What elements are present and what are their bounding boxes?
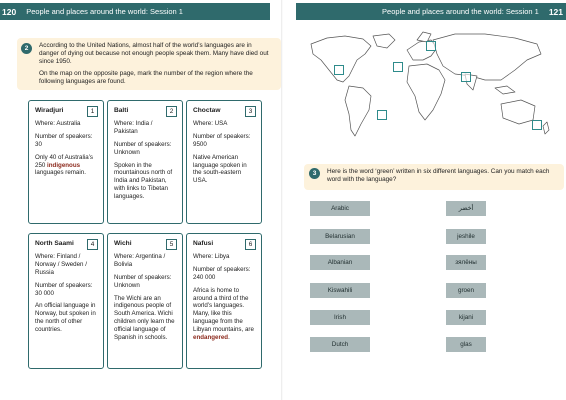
- word-option[interactable]: зялёны: [446, 255, 486, 270]
- question-3-box: [304, 164, 564, 190]
- right-header-bar: [296, 3, 566, 20]
- card-language-name: Choctaw: [193, 107, 221, 114]
- map-region-box[interactable]: [377, 110, 387, 120]
- card-number-box: 5: [166, 239, 177, 250]
- card-language-name: Wiradjuri: [35, 107, 64, 114]
- card-language-name: Balti: [114, 107, 129, 114]
- question-2-paragraph: On the map on the opposite page, mark the number of the region where the following languages are found.: [39, 69, 253, 85]
- language-card-wiradjuri: [28, 100, 104, 224]
- question-3-number: 3: [309, 168, 320, 179]
- card-language-name: Wichi: [114, 240, 132, 247]
- card-note: The Wichi are an indigenous people of South America. Wichi children only learn the official language of Spanish in schools.: [114, 294, 175, 342]
- card-note: [35, 154, 98, 178]
- language-option-belarusian[interactable]: Belarusian: [310, 229, 370, 244]
- card-note: An official language in Norway, but spoken in the north of other countries.: [35, 302, 96, 334]
- card-number-box: 6: [245, 239, 256, 250]
- card-number-box: 1: [87, 106, 98, 117]
- card-where: Where: Libya: [193, 252, 230, 260]
- card-note-highlight: indigenous: [47, 161, 81, 169]
- question-2-number: 2: [21, 43, 32, 54]
- card-where: Where: Australia: [35, 119, 81, 127]
- language-option-albanian[interactable]: Albanian: [310, 255, 370, 270]
- card-speakers: Number of speakers: 30 000: [35, 281, 93, 297]
- word-option[interactable]: groen: [446, 283, 486, 298]
- card-note-text: .: [228, 334, 230, 342]
- card-where: Where: Argentina / Bolivia: [114, 252, 166, 268]
- language-card-north-saami: [28, 233, 104, 369]
- question-2-box: [17, 38, 281, 90]
- language-card-nafusi: [186, 233, 262, 369]
- map-region-box[interactable]: [426, 41, 436, 51]
- question-2-text: [39, 42, 271, 89]
- card-note-highlight: endangered: [193, 334, 229, 342]
- word-option[interactable]: أخضر: [446, 201, 486, 216]
- card-speakers: Number of speakers: Unknown: [114, 273, 172, 289]
- card-note-text: languages remain.: [35, 169, 86, 177]
- card-where: Where: USA: [193, 119, 228, 127]
- card-speakers: Number of speakers: Unknown: [114, 140, 172, 156]
- page-number-right: 121: [548, 6, 563, 17]
- card-note: Native American language spoken in the south-eastern USA.: [193, 153, 247, 185]
- card-where: Where: India / Pakistan: [114, 119, 153, 135]
- map-region-box[interactable]: [393, 62, 403, 72]
- question-3-text: Here is the word ‘green’ written in six different languages. Can you match each word with the language?: [327, 168, 550, 184]
- card-note: Spoken in the mountainous north of India and Pakistan, with links to Tibetan languages.: [114, 161, 173, 201]
- card-speakers: Number of speakers: 240 000: [193, 265, 251, 281]
- language-option-dutch[interactable]: Dutch: [310, 337, 370, 352]
- card-number-box: 2: [166, 106, 177, 117]
- card-note-text: Africa is home to around a third of the world’s languages. Many, like this language from the Libyan mountains, are: [193, 286, 254, 334]
- card-number-box: 4: [87, 239, 98, 250]
- card-speakers: Number of speakers: 9500: [193, 132, 251, 148]
- language-card-choctaw: [186, 100, 262, 224]
- language-option-irish[interactable]: Irish: [310, 310, 370, 325]
- header-title-left: People and places around the world: Session 1: [26, 7, 183, 16]
- word-option[interactable]: jeshile: [446, 229, 486, 244]
- card-note-text: Only 40 of Australia’s 250: [35, 153, 94, 169]
- card-note: [193, 287, 256, 342]
- word-option[interactable]: glas: [446, 337, 486, 352]
- card-where: Where: Finland / Norway / Sweden / Russia: [35, 252, 87, 276]
- card-number-box: 3: [245, 106, 256, 117]
- map-region-box[interactable]: [461, 72, 471, 82]
- card-language-name: Nafusi: [193, 240, 214, 247]
- language-option-arabic[interactable]: Arabic: [310, 201, 370, 216]
- header-title-right: People and places around the world: Session 1: [382, 7, 539, 16]
- page-number-left: 120: [2, 6, 17, 17]
- map-region-box[interactable]: [532, 120, 542, 130]
- world-map: [305, 30, 565, 155]
- card-language-name: North Saami: [35, 240, 74, 247]
- language-card-wichi: [107, 233, 183, 369]
- card-speakers: Number of speakers: 30: [35, 132, 93, 148]
- left-header-bar: [0, 3, 270, 20]
- map-region-box[interactable]: [334, 65, 344, 75]
- question-2-paragraph: According to the United Nations, almost half of the world’s languages are in danger of dying out because not enough people speak them. Many have died out since 1950.: [39, 42, 269, 66]
- language-card-balti: [107, 100, 183, 224]
- right-page: [283, 0, 566, 400]
- word-option[interactable]: kijani: [446, 310, 486, 325]
- language-option-kiswahili[interactable]: Kiswahili: [310, 283, 370, 298]
